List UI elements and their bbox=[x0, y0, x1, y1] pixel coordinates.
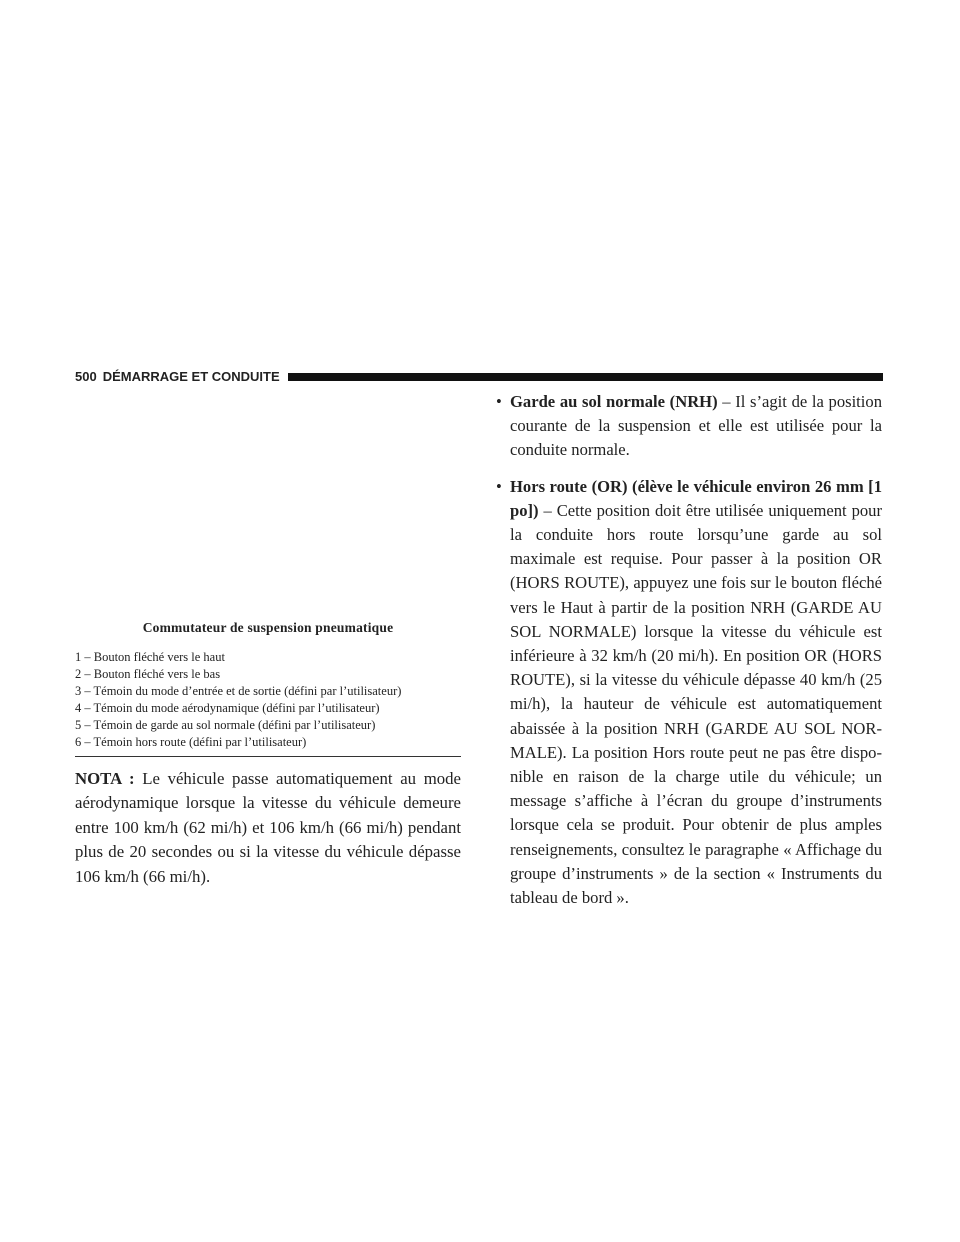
figure-caption bbox=[75, 620, 461, 757]
left-column bbox=[75, 620, 461, 906]
section-title: DÉMARRAGE ET CONDUITE bbox=[102, 368, 280, 384]
bullet-text: – Cette position doit être utilisée uniquement pour la conduite hors route lorsqu’une garde au sol maximale est requise. Pour passer à la position OR (HORS ROUTE), appuyez une fois sur le bouton fléché vers le Haut à partir de la position NRH (GARDE AU SOL NORMALE) lorsque la vitesse du véhicule est inférieure à 32 km/h (20 mi/h). En position OR (HORS ROUTE), si la vitesse du véhicule dépasse 40 km/h (25 mi/h), la hauteur de véhicule est automatiquement abaissée à la position NRH (GARDE AU SOL NOR-MALE). La position Hors route peut ne pas être dispo-nible en raison de la charge utile du véhicule; un message s’affiche à l’écran du groupe d’instruments lorsque cela se produit. Pour obtenir de plus amples renseignements, consultez le paragraphe « Affichage du groupe d’instruments » de la section « Instruments du tableau de bord ». bbox=[510, 500, 882, 908]
page-header bbox=[75, 366, 883, 386]
right-column bbox=[496, 390, 882, 922]
bullet-item-off-road bbox=[496, 475, 882, 911]
header-rule bbox=[288, 373, 883, 381]
bullet-item-nrh bbox=[496, 390, 882, 463]
bullet-marker: • bbox=[496, 392, 502, 411]
bullet-marker: • bbox=[496, 476, 502, 496]
caption-item: 4 – Témoin du mode aérodynamique (défini par l’utilisateur) bbox=[75, 701, 380, 715]
bullet-heading: Hors route (OR) (élève le véhicule environ 26 mm [1 po]) bbox=[510, 476, 882, 520]
caption-title: Commutateur de suspension pneumatique bbox=[142, 620, 394, 635]
bullet-text: – Il s’agit de la position courante de la suspension et elle est utilisée pour la conduite normale. bbox=[510, 392, 882, 460]
caption-item: 2 – Bouton fléché vers le bas bbox=[75, 667, 221, 681]
caption-item: 3 – Témoin du mode d’entrée et de sortie (défini par l’utilisateur) bbox=[75, 684, 402, 698]
note-label: NOTA : bbox=[75, 769, 135, 788]
note-paragraph bbox=[75, 767, 461, 889]
caption-list bbox=[75, 649, 461, 757]
bullet-heading: Garde au sol normale (NRH) bbox=[510, 392, 718, 411]
caption-item: 6 – Témoin hors route (défini par l’utilisateur) bbox=[75, 735, 307, 749]
bullet-list bbox=[496, 390, 882, 910]
caption-item: 1 – Bouton fléché vers le haut bbox=[75, 650, 225, 664]
page-number: 500 bbox=[75, 368, 97, 384]
caption-item: 5 – Témoin de garde au sol normale (défini par l’utilisateur) bbox=[75, 718, 376, 732]
note-text: Le véhicule passe automatiquement au mode aérodynamique lorsque la vitesse du véhicule demeure entre 100 km/h (62 mi/h) et 106 km/h (66 mi/h) pendant plus de 20 secondes ou si la vitesse du véhicule dépasse 106 km/h (66 mi/h). bbox=[75, 769, 461, 886]
